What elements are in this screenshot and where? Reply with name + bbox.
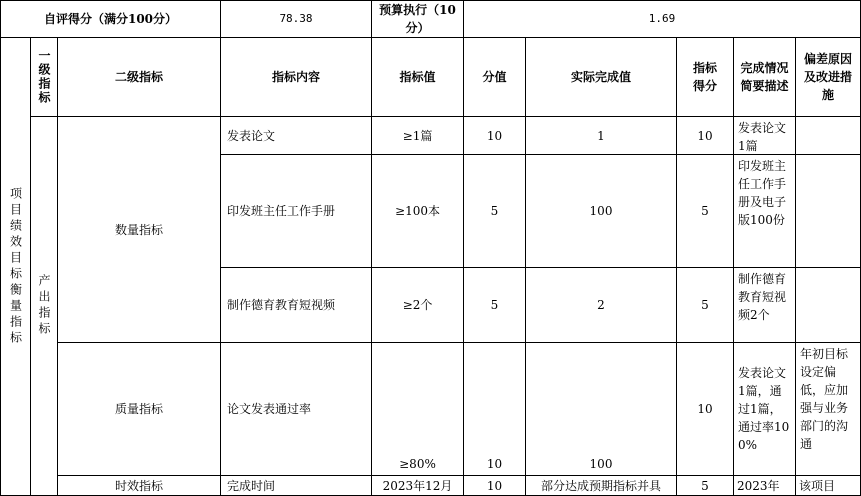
row-deviation (795, 116, 861, 155)
row-score: 10 (676, 342, 734, 476)
self-score-value: 78.38 (220, 0, 372, 38)
row-score: 5 (676, 267, 734, 343)
row-content: 论文发表通过率 (220, 342, 372, 476)
row-target: ≥1篇 (371, 116, 464, 155)
row-actual: 部分达成预期指标并具 (525, 475, 677, 496)
row-deviation (795, 267, 861, 343)
row-completion-desc: 制作德育教育短视频2个 (733, 267, 796, 343)
header-level1: 一级指标 (30, 37, 58, 117)
row-content: 完成时间 (220, 475, 372, 496)
budget-label: 预算执行（10分） (371, 0, 464, 38)
row-deviation (795, 154, 861, 268)
row-points: 10 (463, 475, 526, 496)
row-score: 5 (676, 475, 734, 496)
row-target: ≥80% (371, 342, 464, 476)
row-actual: 2 (525, 267, 677, 343)
row-completion-desc: 印发班主任工作手册及电子版100份 (733, 154, 796, 268)
header-actual: 实际完成值 (525, 37, 677, 117)
row-points: 5 (463, 154, 526, 268)
row-content: 印发班主任工作手册 (220, 154, 372, 268)
header-points: 分值 (463, 37, 526, 117)
row-actual: 100 (525, 154, 677, 268)
row-target: 2023年12月 (371, 475, 464, 496)
row-content: 制作德育教育短视频 (220, 267, 372, 343)
row-score: 10 (676, 116, 734, 155)
row-points: 10 (463, 342, 526, 476)
row-points: 5 (463, 267, 526, 343)
row-actual: 1 (525, 116, 677, 155)
self-score-label: 自评得分（满分100分） (0, 0, 221, 38)
row-target: ≥2个 (371, 267, 464, 343)
row-points: 10 (463, 116, 526, 155)
row-deviation: 该项目 (795, 475, 861, 496)
budget-value: 1.69 (463, 0, 861, 38)
header-score: 指标得分 (676, 37, 734, 117)
category-quality: 质量指标 (57, 342, 221, 476)
row-deviation: 年初目标设定偏低，应加强与业务部门的沟通 (795, 342, 861, 476)
header-completion-desc: 完成情况简要描述 (733, 37, 796, 117)
header-deviation: 偏差原因及改进措施 (795, 37, 861, 117)
row-score: 5 (676, 154, 734, 268)
row-completion-desc: 2023年 (733, 475, 796, 496)
row-target: ≥100本 (371, 154, 464, 268)
category-quantity: 数量指标 (57, 116, 221, 343)
row-content: 发表论文 (220, 116, 372, 155)
header-level2: 二级指标 (57, 37, 221, 117)
header-target: 指标值 (371, 37, 464, 117)
category-timeliness: 时效指标 (57, 475, 221, 496)
header-content: 指标内容 (220, 37, 372, 117)
row-completion-desc: 发表论文1篇 (733, 116, 796, 155)
project-indicator-label: 项目绩效目标衡量指标 (0, 37, 31, 496)
row-completion-desc: 发表论文1篇，通过1篇，通过率100% (733, 342, 796, 476)
output-indicator-label: 产出指标 (30, 116, 58, 496)
row-actual: 100 (525, 342, 677, 476)
